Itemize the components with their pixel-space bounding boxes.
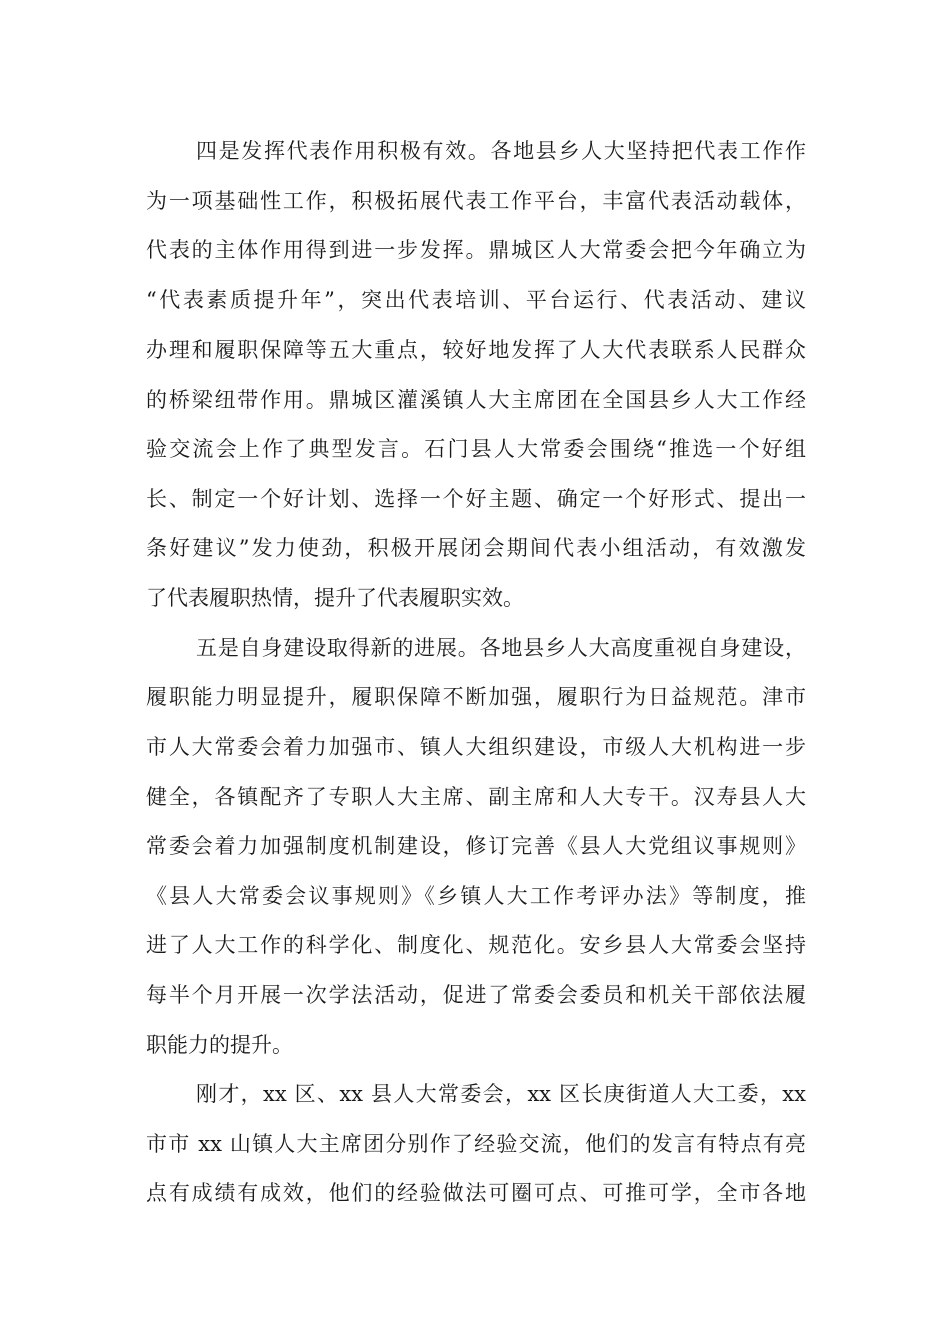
text-line: 市市 xx 山镇人大主席团分别作了经验交流，他们的发言有特点有亮 [146, 1132, 806, 1156]
text-line: 每半个月开展一次学法活动，促进了常委会委员和机关干部依法履 [146, 983, 806, 1007]
text-line: 《县人大常委会议事规则》《乡镇人大工作考评办法》等制度，推 [146, 884, 806, 908]
text-line: 刚才，xx 区、xx 县人大常委会，xx 区长庚街道人大工委，xx [196, 1082, 806, 1106]
text-line: 为一项基础性工作，积极拓展代表工作平台，丰富代表活动载体， [146, 189, 806, 213]
text-line: 市人大常委会着力加强市、镇人大组织建设，市级人大机构进一步 [146, 735, 806, 759]
text-line: 四是发挥代表作用积极有效。各地县乡人大坚持把代表工作作 [196, 139, 806, 163]
text-line: 代表的主体作用得到进一步发挥。鼎城区人大常委会把今年确立为 [146, 238, 806, 262]
text-line: “代表素质提升年”，突出代表培训、平台运行、代表活动、建议 [146, 288, 806, 312]
text-line: 的桥梁纽带作用。鼎城区灌溪镇人大主席团在全国县乡人大工作经 [146, 388, 806, 412]
text-line: 常委会着力加强制度机制建设，修订完善《县人大党组议事规则》 [146, 834, 806, 858]
text-line: 履职能力明显提升，履职保障不断加强，履职行为日益规范。津市 [146, 685, 806, 709]
text-line: 了代表履职热情，提升了代表履职实效。 [146, 586, 524, 610]
text-line: 条好建议”发力使劲，积极开展闭会期间代表小组活动，有效激发 [146, 536, 806, 560]
text-line: 进了人大工作的科学化、制度化、规范化。安乡县人大常委会坚持 [146, 933, 806, 957]
text-line: 验交流会上作了典型发言。石门县人大常委会围绕“推选一个好组 [146, 437, 806, 461]
text-line: 五是自身建设取得新的进展。各地县乡人大高度重视自身建设， [196, 636, 806, 660]
text-line: 健全，各镇配齐了专职人大主席、副主席和人大专干。汉寿县人大 [146, 785, 806, 809]
text-line: 点有成绩有成效，他们的经验做法可圈可点、可推可学，全市各地 [146, 1181, 806, 1205]
text-line: 长、制定一个好计划、选择一个好主题、确定一个好形式、提出一 [146, 487, 806, 511]
text-line: 办理和履职保障等五大重点，较好地发挥了人大代表联系人民群众 [146, 338, 806, 362]
text-line: 职能力的提升。 [146, 1033, 293, 1057]
